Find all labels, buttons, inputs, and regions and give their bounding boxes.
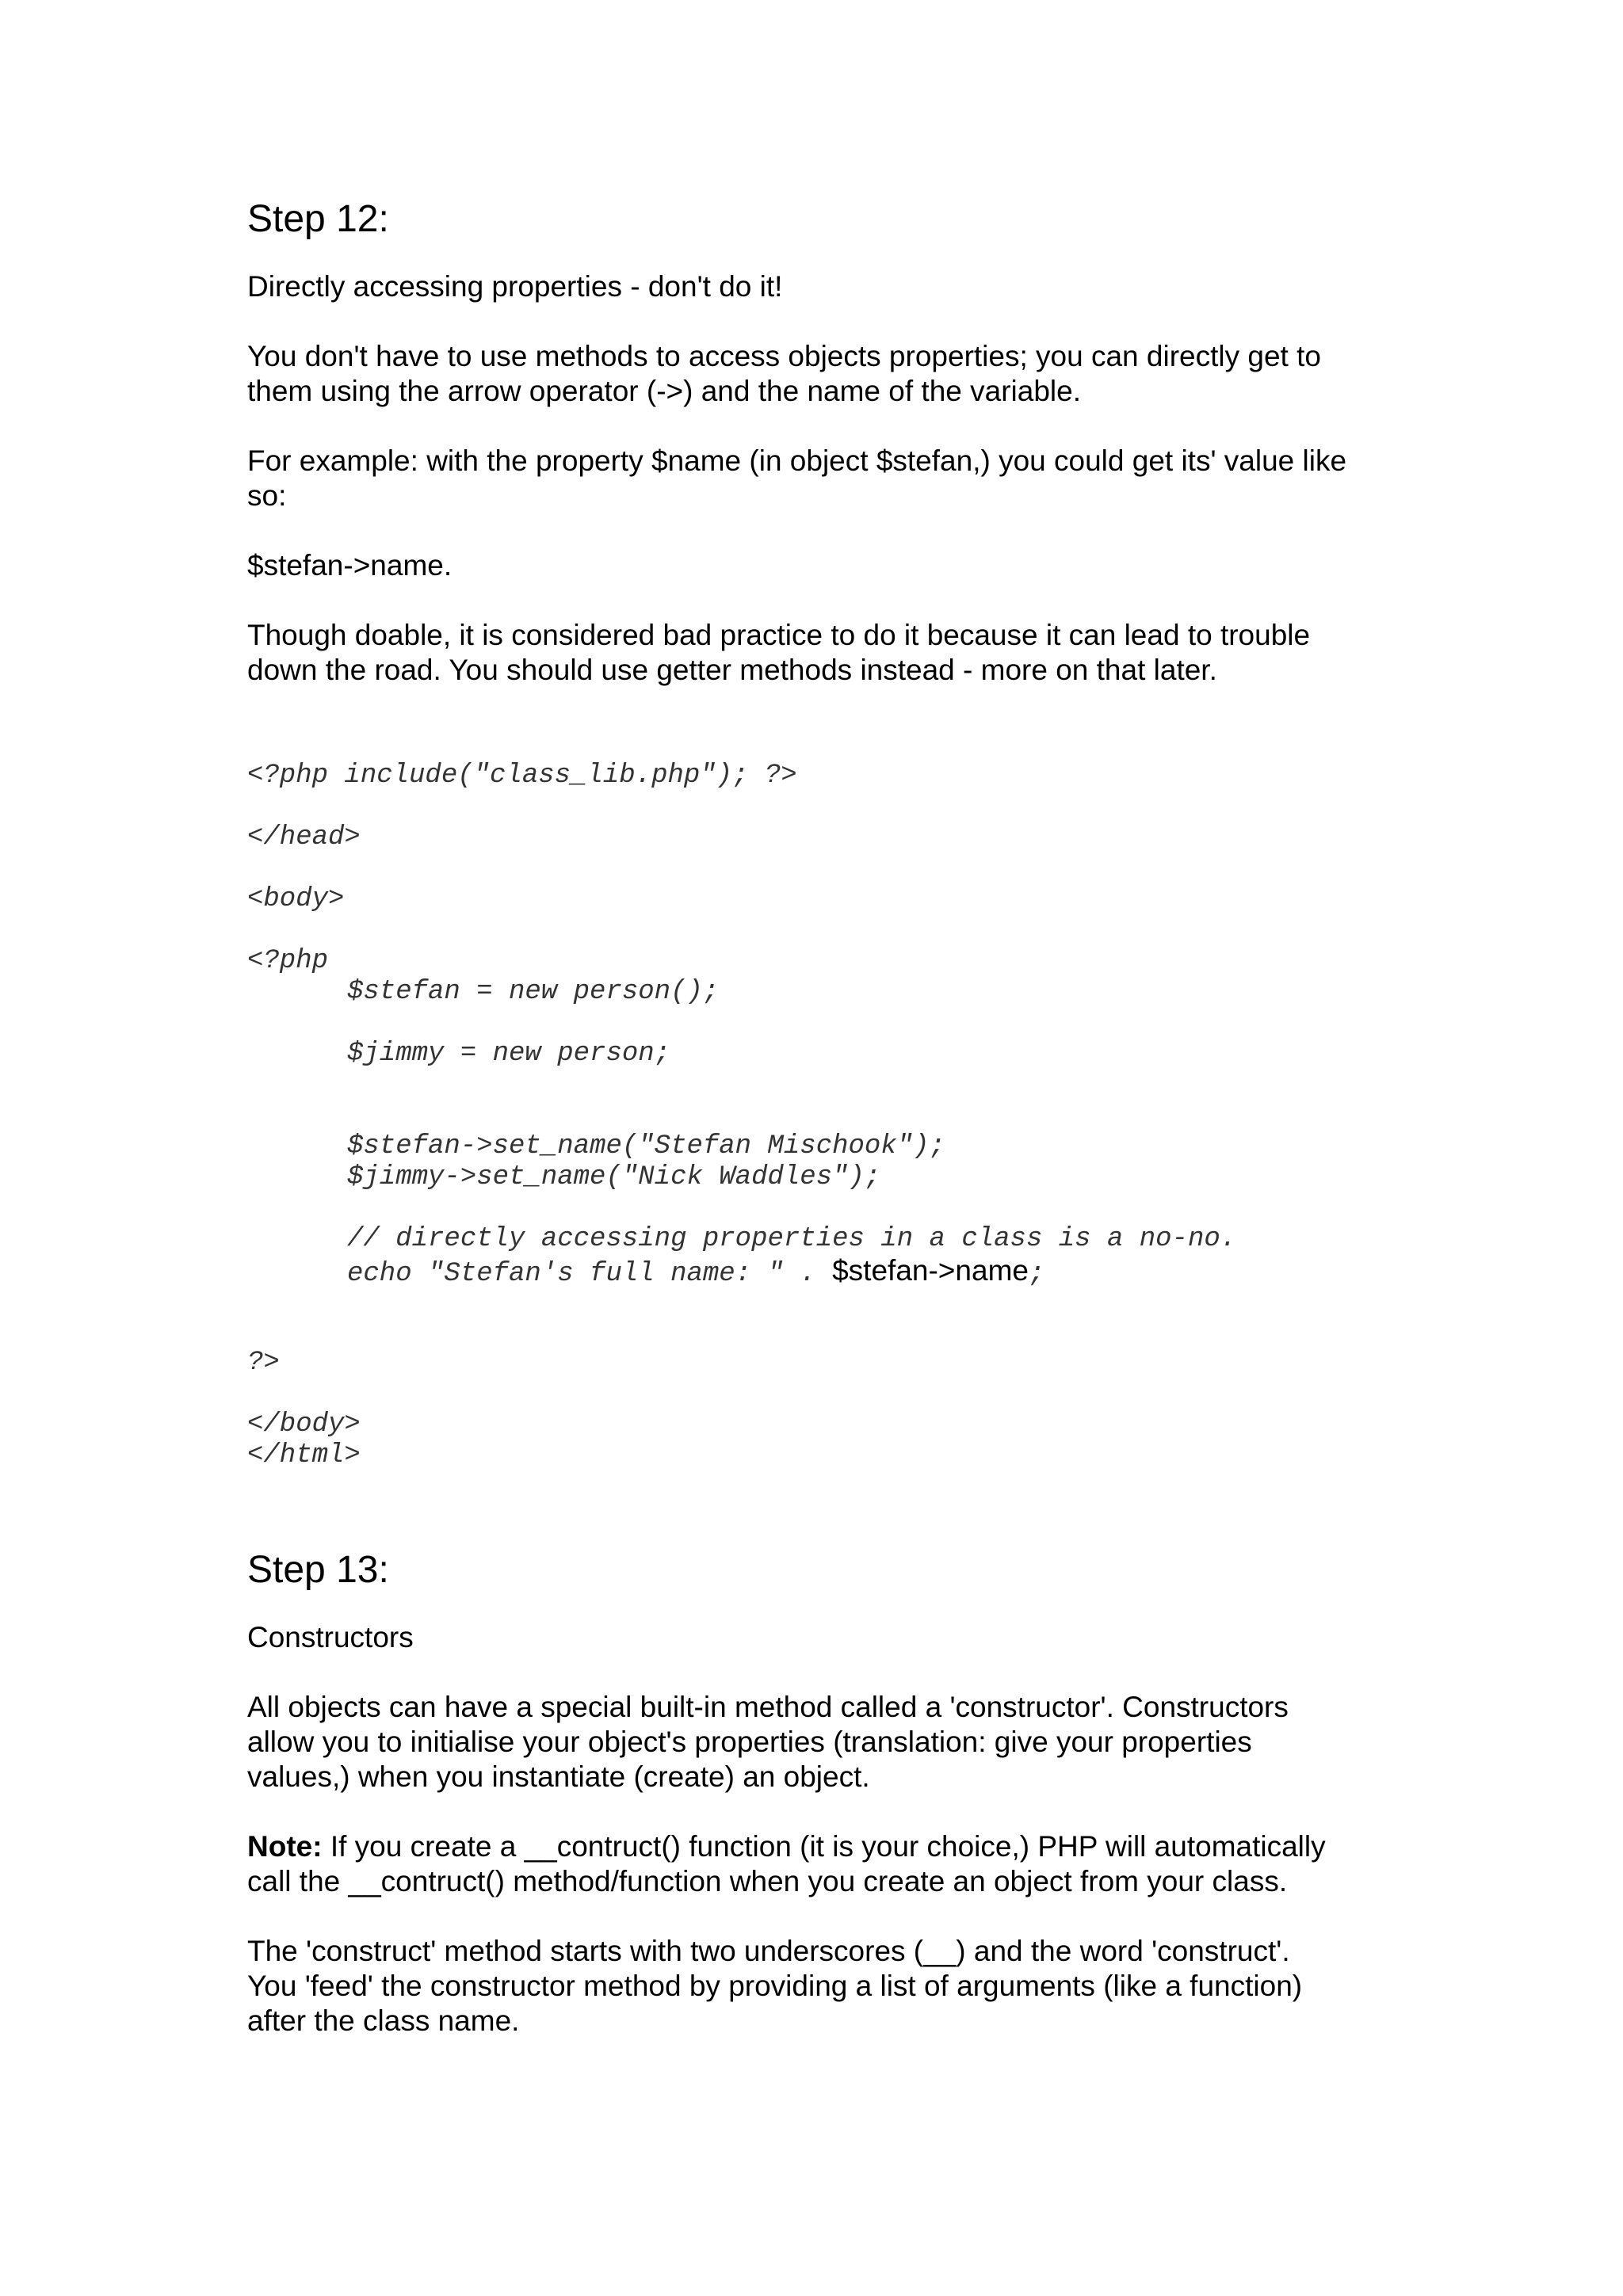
paragraph-line: so: [247,479,287,512]
code-line-jimmy-set: $jimmy->set_name("Nick Waddles"); [347,1162,881,1192]
step-13-paragraph-1 [247,1690,1404,1794]
paragraph-line: call the __contruct() method/function when you create an object from your class. [247,1865,1288,1897]
step-13-heading: Step 13: [247,1549,389,1591]
echo-property: $stefan->name [832,1254,1029,1287]
step-13-note [247,1829,1404,1899]
code-line-head-close: </head> [247,822,361,852]
step-12-heading: Step 12: [247,198,389,240]
paragraph-line: after the class name. [247,2004,520,2037]
step-12-section [247,196,1404,688]
step-12-subtitle: Directly accessing properties - don't do it! [247,270,783,303]
code-line-echo [247,1254,1404,1289]
paragraph-line: If you create a __contruct() function (it is your choice,) PHP will automatically [322,1830,1326,1863]
paragraph-line: For example: with the property $name (in object $stefan,) you could get its' value like [247,444,1347,477]
code-listing [247,761,1404,1471]
paragraph-line: Though doable, it is considered bad practice to do it because it can lead to trouble [247,619,1311,651]
code-line-jimmy-new: $jimmy = new person; [347,1039,671,1069]
paragraph-line: values,) when you instantiate (create) an object. [247,1760,870,1793]
document-page [247,196,1404,2039]
paragraph-line: The 'construct' method starts with two underscores (__) and the word 'construct'. [247,1935,1290,1967]
code-line-php-open: <?php [247,946,329,976]
code-line-include: <?php include("class_lib.php"); ?> [247,761,797,791]
code-line-html-close: </html> [247,1440,361,1470]
step-12-paragraph-3 [247,618,1404,688]
paragraph-line: You don't have to use methods to access objects properties; you can directly get to [247,340,1321,372]
echo-suffix: ; [1028,1259,1045,1289]
code-line-php-close: ?> [247,1348,280,1378]
paragraph-line: down the road. You should use getter methods instead - more on that later. [247,654,1217,686]
paragraph-line: them using the arrow operator (->) and the name of the variable. [247,375,1081,407]
step-12-paragraph-1 [247,339,1404,409]
paragraph-line: allow you to initialise your object's properties (translation: give your properties [247,1726,1252,1758]
step-12-example: $stefan->name. [247,549,453,582]
code-line-body-close: </body> [247,1409,361,1440]
code-line-comment: // directly accessing properties in a class is a no-no. [347,1224,1237,1254]
code-line-body-open: <body> [247,884,345,914]
step-13-subtitle: Constructors [247,1621,414,1653]
echo-prefix: echo "Stefan's full name: " . [347,1259,833,1289]
note-label: Note: [247,1830,323,1863]
step-12-paragraph-2 [247,444,1404,513]
paragraph-line: All objects can have a special built-in method called a 'constructor'. Constructors [247,1691,1289,1723]
paragraph-line: You 'feed' the constructor method by providing a list of arguments (like a function) [247,1970,1303,2002]
step-13-section [247,1547,1404,2039]
step-13-paragraph-3 [247,1934,1404,2039]
code-line-stefan-new: $stefan = new person(); [347,977,720,1007]
code-line-stefan-set: $stefan->set_name("Stefan Mischook"); [347,1131,945,1161]
